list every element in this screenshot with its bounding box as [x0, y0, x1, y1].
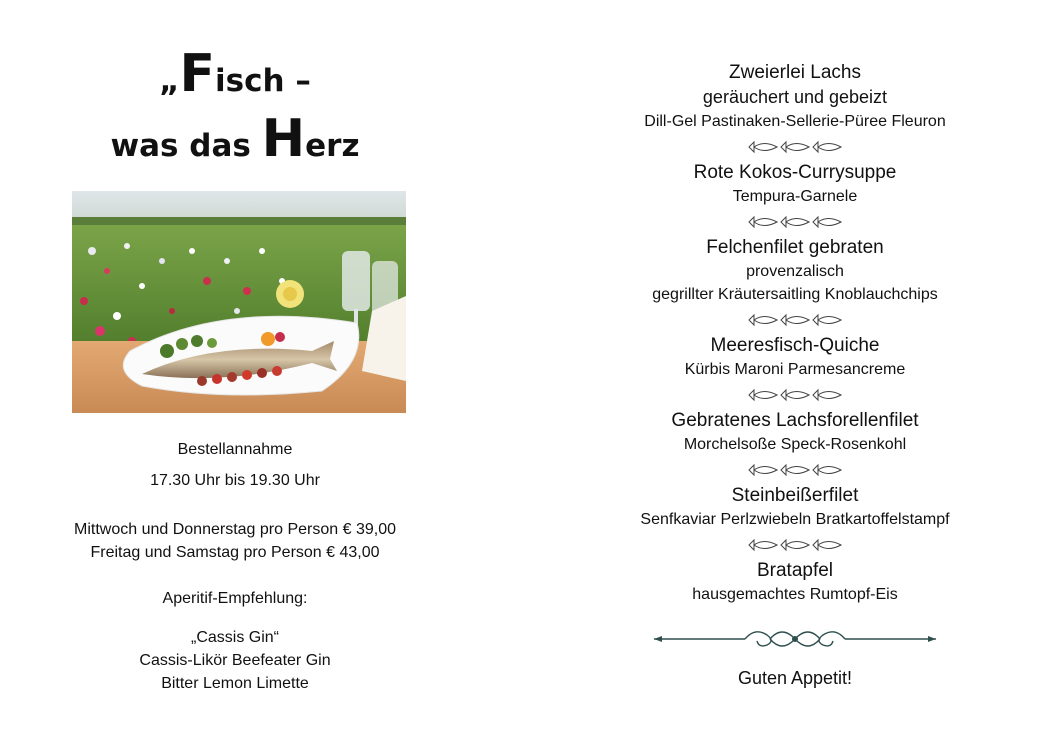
course-line: geräuchert und gebeizt — [702, 87, 888, 107]
course-line: Dill-Gel Pastinaken-Sellerie-Püree Fleuron — [644, 113, 946, 130]
course — [560, 483, 1030, 531]
title-rest-2: erz — [305, 128, 360, 164]
price-line: Mittwoch und Donnerstag pro Person € 39,00 — [74, 521, 396, 538]
fish-separator-icon — [560, 459, 1030, 481]
course-line: Senfkaviar Perlzwiebeln Bratkartoffelstampf — [640, 511, 950, 528]
aperitif-line: „Cassis Gin“ — [190, 629, 279, 646]
title-line-1 — [40, 46, 430, 109]
fish-separator-icon — [560, 384, 1030, 406]
course-name: Bratapfel — [756, 560, 834, 581]
aperitif-heading: Aperitif-Empfehlung: — [162, 590, 308, 607]
course-name: Rote Kokos-Currysuppe — [693, 162, 897, 183]
fish-dish-photo — [72, 191, 406, 413]
course — [560, 333, 1030, 381]
course-name: Gebratenes Lachsforellenfilet — [671, 410, 919, 431]
course-line: Kürbis Maroni Parmesancreme — [684, 361, 906, 378]
ordering-hours: 17.30 Uhr bis 19.30 Uhr — [150, 472, 320, 489]
course-line: hausgemachtes Rumtopf-Eis — [692, 586, 898, 603]
fish-separator-icon — [560, 136, 1030, 158]
course-name: Steinbeißerfilet — [731, 485, 859, 506]
title-rest-1: isch – — [215, 63, 311, 99]
flourish-ornament-icon — [560, 624, 1030, 654]
course — [560, 235, 1030, 306]
title-initial-f: F — [179, 44, 216, 104]
price-line: Freitag und Samstag pro Person € 43,00 — [90, 544, 380, 561]
title-initial-h: H — [261, 109, 306, 169]
course-line: Tempura-Garnele — [732, 188, 858, 205]
aperitif-line: Bitter Lemon Limette — [161, 675, 309, 692]
title-open-quote: „ — [159, 63, 180, 99]
course-name: Meeresfisch-Quiche — [710, 335, 880, 356]
course-line: provenzalisch — [746, 263, 844, 280]
ordering-label: Bestellannahme — [177, 441, 293, 458]
fish-separator-icon — [560, 534, 1030, 556]
title-pre-2: was das — [110, 128, 262, 164]
course — [560, 558, 1030, 606]
fish-separator-icon — [560, 211, 1030, 233]
courses-column — [560, 60, 1030, 689]
fish-separator-icon — [560, 309, 1030, 331]
course-line: Morchelsoße Speck-Rosenkohl — [683, 436, 907, 453]
prices-block — [40, 518, 430, 564]
aperitif-line: Cassis-Likör Beefeater Gin — [139, 652, 331, 669]
course-name: Felchenfilet gebraten — [706, 237, 884, 258]
closing-text: Guten Appetit! — [737, 668, 853, 688]
ordering-block — [40, 441, 430, 490]
course-name: Zweierlei Lachs — [729, 62, 861, 83]
aperitif-block — [40, 590, 430, 695]
course — [560, 60, 1030, 133]
course — [560, 160, 1030, 208]
course-line: gegrillter Kräutersaitling Knoblauchchips — [652, 286, 938, 303]
course — [560, 408, 1030, 456]
